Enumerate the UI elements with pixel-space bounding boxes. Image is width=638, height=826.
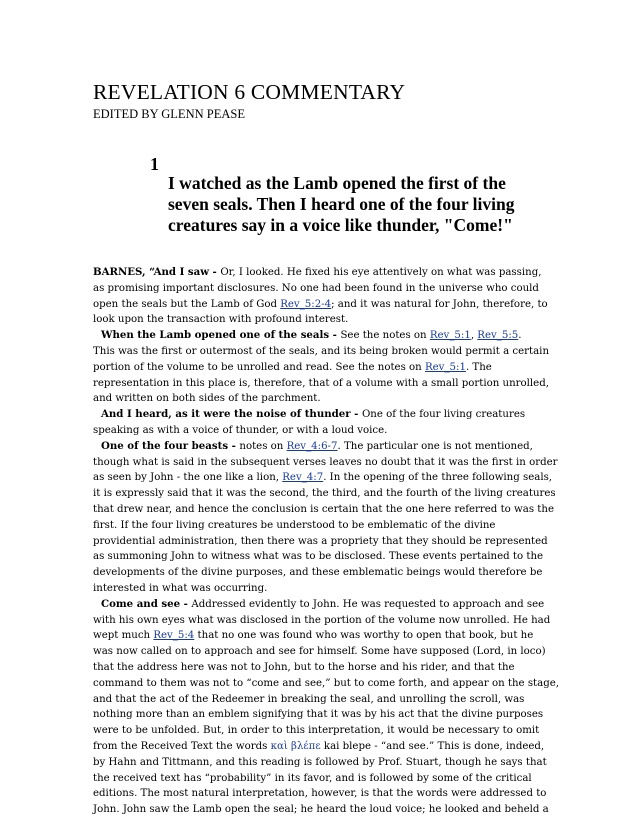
commentary-line bbox=[93, 470, 553, 486]
scripture-link[interactable]: Rev_4:7 bbox=[282, 472, 324, 484]
scripture-link[interactable]: Rev_4:6-7 bbox=[286, 440, 338, 452]
scripture-link[interactable]: Rev_5:1 bbox=[429, 330, 471, 342]
scripture-link[interactable]: Rev_5:4 bbox=[153, 630, 195, 642]
commentary-line: interested in what was occurring. bbox=[93, 582, 268, 594]
commentary-line: it is expressly said that it was the second, the third, and the fourth of the living creatures bbox=[93, 488, 556, 500]
commentary-line: John. John saw the Lamb open the seal; he heard the loud voice; he looked and beheld a bbox=[93, 804, 549, 816]
commentary-text: , bbox=[470, 330, 478, 342]
commentary-line: as promising important disclosures. No one had been found in the universe who could bbox=[93, 282, 539, 294]
commentary-text: ; and it was natural for John, therefore, to bbox=[331, 298, 548, 310]
verse-line: I watched as the Lamb opened the first of the bbox=[168, 173, 506, 193]
commentary-heading: One of the four beasts - bbox=[101, 439, 240, 452]
commentary-line bbox=[93, 407, 553, 423]
commentary-text: See the notes on bbox=[340, 330, 430, 342]
commentary-line: that the address here was not to John, but to the horse and his rider, and that the bbox=[93, 661, 515, 673]
commentary-line: developments of the divine purposes, and these emblematic beings would therefore be bbox=[93, 567, 543, 579]
commentary-line: with his own eyes what was disclosed in the portion of the volume now unrolled. He had bbox=[93, 614, 551, 626]
commentary-line: editions. The most natural interpretation, however, is that the words were addressed to bbox=[93, 788, 547, 800]
commentary-line: as summoning John to witness what was to be disclosed. These events pertained to the bbox=[93, 551, 544, 563]
commentary-line bbox=[93, 439, 553, 455]
commentary-line bbox=[93, 265, 553, 281]
commentary-body bbox=[93, 265, 560, 818]
verse-number: 1 bbox=[150, 154, 159, 174]
commentary-line: by Hahn and Tittmann, and this reading is followed by Prof. Stuart, though he says that bbox=[93, 756, 547, 768]
commentary-line: nothing more than an emblem signifying that it was by his act that the divine purposes bbox=[93, 709, 544, 721]
commentary-line bbox=[93, 628, 553, 644]
page-title: REVELATION 6 COMMENTARY bbox=[93, 80, 406, 104]
verse-text bbox=[168, 173, 568, 236]
commentary-line bbox=[93, 328, 553, 344]
page-subtitle: EDITED BY GLENN PEASE bbox=[93, 107, 245, 121]
commentary-line: command to them was not to “come and see,” but to come forth, and appear on the stage, bbox=[93, 677, 560, 689]
commentary-text: portion of the volume to be unrolled and read. See the notes on bbox=[93, 361, 425, 373]
verse-line: seven seals. Then I heard one of the four living bbox=[168, 194, 515, 214]
commentary-text: Or, I looked. He fixed his eye attentively on what was passing, bbox=[220, 267, 542, 278]
commentary-text: notes on bbox=[239, 440, 287, 452]
commentary-text: open the seals but the Lamb of God bbox=[93, 298, 281, 310]
commentary-line bbox=[93, 297, 553, 313]
commentary-line bbox=[93, 597, 553, 613]
commentary-text: Addressed evidently to John. He was requested to approach and see bbox=[191, 598, 545, 610]
commentary-line: and written on both sides of the parchment. bbox=[93, 393, 321, 405]
commentary-line: providential administration, then there was a propriety that they should be represented bbox=[93, 535, 548, 547]
commentary-text: wept much bbox=[93, 630, 154, 642]
scripture-link[interactable]: Rev_5:2-4 bbox=[280, 298, 332, 310]
commentary-line: the received text has “probability” in its favor, and is followed by some of the critical bbox=[93, 772, 532, 784]
commentary-text: from the Received Text the words bbox=[93, 740, 271, 752]
commentary-text: . bbox=[518, 330, 522, 342]
commentary-line: were to be unfolded. But, in order to this interpretation, it would be necessary to omit bbox=[93, 725, 540, 737]
commentary-line bbox=[93, 360, 553, 376]
commentary-line: first. If the four living creatures be understood to be emblematic of the divine bbox=[93, 519, 496, 531]
commentary-heading: When the Lamb opened one of the seals - bbox=[101, 329, 341, 342]
commentary-text: . The particular one is not mentioned, bbox=[337, 440, 533, 452]
commentary-line: though what is said in the subsequent verses leaves no doubt that it was the first in order bbox=[93, 456, 558, 468]
commentary-heading: BARNES, “And I saw - bbox=[93, 266, 221, 278]
commentary-heading: And I heard, as it were the noise of thunder - bbox=[101, 408, 362, 421]
commentary-text: One of the four living creatures bbox=[361, 409, 526, 421]
commentary-line: representation in this place is, therefore, that of a volume with a small portion unrolled, bbox=[93, 377, 549, 389]
commentary-heading: Come and see - bbox=[101, 597, 192, 610]
commentary-line bbox=[93, 739, 553, 755]
verse-line: creatures say in a voice like thunder, "Come!" bbox=[168, 215, 513, 235]
commentary-text: kai blepe - “and see.” This is done, indeed, bbox=[320, 740, 545, 752]
commentary-line: and that the act of the Redeemer in breaking the seal, and unrolling the scroll, was bbox=[93, 693, 525, 705]
commentary-text: as seen by John - the one like a lion, bbox=[93, 472, 283, 484]
commentary-line: speaking as with a voice of thunder, or with a loud voice. bbox=[93, 424, 388, 436]
commentary-text: that no one was found who was worthy to open that book, but he bbox=[194, 630, 534, 642]
commentary-line: This was the first or outermost of the seals, and its being broken would permit a certain bbox=[93, 345, 550, 357]
commentary-line: was now called on to approach and see for himself. Some have supposed (Lord, in loco) bbox=[93, 646, 546, 658]
commentary-line: look upon the transaction with profound interest. bbox=[93, 314, 349, 326]
scripture-link[interactable]: Rev_5:5 bbox=[477, 330, 519, 342]
commentary-line: that drew near, and hence the conclusion is certain that the one here referred to was the bbox=[93, 503, 554, 515]
commentary-text: . The bbox=[465, 361, 492, 373]
greek-text: καὶ βλέπε bbox=[270, 740, 321, 752]
commentary-text: . In the opening of the three following seals, bbox=[323, 472, 553, 484]
scripture-link[interactable]: Rev_5:1 bbox=[424, 361, 466, 373]
